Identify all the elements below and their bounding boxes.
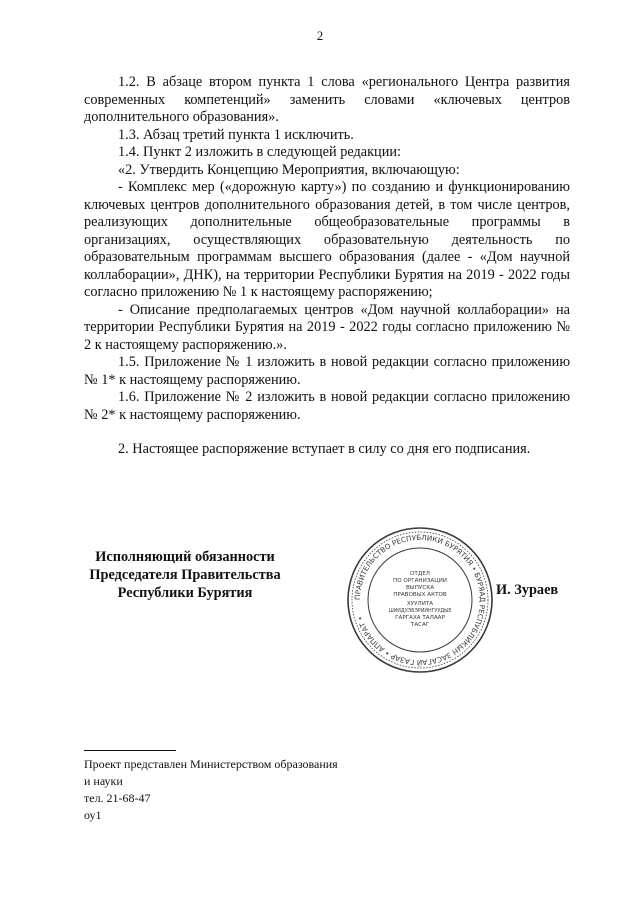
signer-position: [60, 548, 310, 602]
paragraph-1-5: 1.5. Приложение № 1 изложить в новой редакции согласно приложению № 1* к настоящему распоряжению.: [84, 354, 570, 388]
seal-outer-ring: [348, 528, 492, 672]
page-number: 2: [316, 28, 324, 43]
seal-center-text: [389, 571, 452, 628]
svg-text:ОТДЕЛ: ОТДЕЛ: [410, 571, 430, 577]
footer-note: [84, 756, 338, 807]
svg-text:ПРАВОВЫХ АКТОВ: ПРАВОВЫХ АКТОВ: [393, 592, 447, 598]
paragraph-1-6: 1.6. Приложение № 2 изложить в новой редакции согласно приложению № 2* к настоящему распоряжению.: [84, 389, 570, 423]
footer-line: и науки: [84, 774, 123, 788]
signer-line: Республики Бурятия: [117, 585, 253, 601]
seal-inner-ring: [368, 548, 472, 652]
signer-line: Председателя Правительства: [89, 567, 281, 583]
document-body: [84, 74, 570, 459]
paragraph-roadmap: - Комплекс мер («дорожную карту») по созданию и функционированию ключевых центров дополнительного образования детей, в том числе центров, реализующих дополнительные общеобразовательные программы в организациях, осуществляющих образовательную деятельность по образовательным программам высшего образования (далее - «Дом научной коллаборации», ДНК), на территории Республики Бурятия на 2019 - 2022 годы согласно приложению № 1 к настоящему распоряжению;: [84, 179, 570, 300]
svg-text:ВЫПУСКА: ВЫПУСКА: [405, 585, 435, 591]
svg-text:ШИИДХЭБЭРИИНГУУДЫЕ: ШИИДХЭБЭРИИНГУУДЫЕ: [388, 609, 452, 614]
svg-text:ПО ОРГАНИЗАЦИИ: ПО ОРГАНИЗАЦИИ: [393, 578, 447, 584]
footer-divider: [84, 750, 176, 751]
paragraph-concept: «2. Утвердить Концепцию Мероприятия, включающую:: [118, 161, 460, 178]
paragraph-2: 2. Настоящее распоряжение вступает в силу со дня его подписания.: [118, 441, 531, 457]
seal-ring-text: ПРАВИТЕЛЬСТВО РЕСПУБЛИКИ БУРЯТИЯ • БУРЯАД РЕСПУБЛИКЫН ЗАСАГАЙ ГАЗАР • АППАРАТ •: [352, 532, 488, 668]
footer-line: Проект представлен Министерством образования: [84, 757, 338, 771]
svg-text:ХУУЛИТА: ХУУЛИТА: [406, 601, 434, 607]
paragraph-description: - Описание предполагаемых центров «Дом научной коллаборации» на территории Республики Бурятия на 2019 - 2022 годы согласно приложению № 2 к настоящему распоряжению.».: [84, 301, 570, 353]
paragraph-1-3: 1.3. Абзац третий пункта 1 исключить.: [118, 126, 354, 143]
seal-dotted-ring: [352, 532, 488, 668]
document-code: оу1: [84, 808, 102, 822]
svg-text:ГАРГАХА ТАЛААР: ГАРГАХА ТАЛААР: [395, 615, 445, 621]
footer-line: тел. 21-68-47: [84, 791, 151, 805]
official-seal-stamp: [345, 525, 495, 675]
paragraph-1-2: 1.2. В абзаце втором пункта 1 слова «регионального Центра развития современных компетенций» заменить словами «ключевых центров дополнительного образования».: [84, 74, 570, 125]
svg-text:ТАСАГ: ТАСАГ: [410, 622, 430, 628]
signer-name: И. Зураев: [496, 582, 559, 598]
paragraph-1-4: 1.4. Пункт 2 изложить в следующей редакции:: [118, 144, 401, 160]
signer-line: Исполняющий обязанности: [95, 549, 275, 565]
